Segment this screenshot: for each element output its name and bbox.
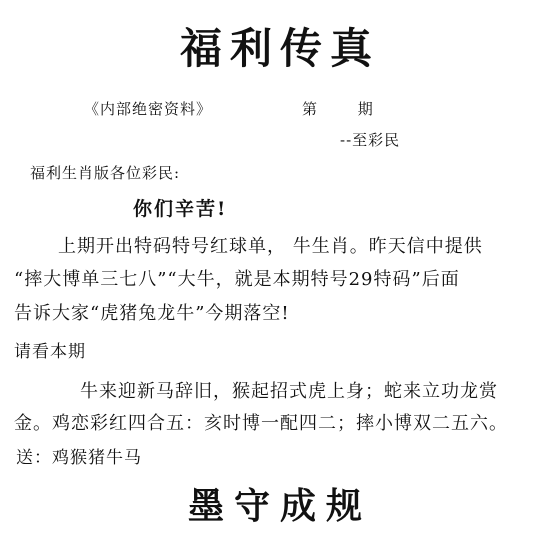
poem-line-1: 牛来迎新马辞旧，猴起招式虎上身；蛇来立功龙赏 bbox=[80, 381, 498, 402]
body-line-3: 告诉大家“虎猪兔龙牛”今期落空! bbox=[14, 303, 290, 324]
body-line-4: 请看本期 bbox=[14, 342, 86, 362]
footer-motto: 墨守成规 bbox=[187, 485, 372, 527]
poem-line-2: 金。鸡恋彩红四合五：亥时博一配四二；摔小博双二五六。 bbox=[14, 413, 508, 434]
sender-signature: --至彩民 bbox=[340, 131, 401, 149]
document-subtitle: 《内部绝密资料》 bbox=[84, 100, 213, 118]
body-line-1: 上期开出特码特号红球单， 牛生肖。昨天信中提供 bbox=[58, 236, 483, 257]
greeting: 你们辛苦! bbox=[133, 198, 228, 220]
document-title: 福利传真 bbox=[179, 24, 380, 73]
body-line-2: “摔大博单三七八”“大牛，就是本期特号29特码”后面 bbox=[14, 269, 460, 290]
recommendation-line: 送：鸡猴猪牛马 bbox=[16, 448, 142, 468]
issue-number-label: 第 期 bbox=[302, 100, 375, 118]
salutation: 福利生肖版各位彩民: bbox=[30, 164, 181, 182]
